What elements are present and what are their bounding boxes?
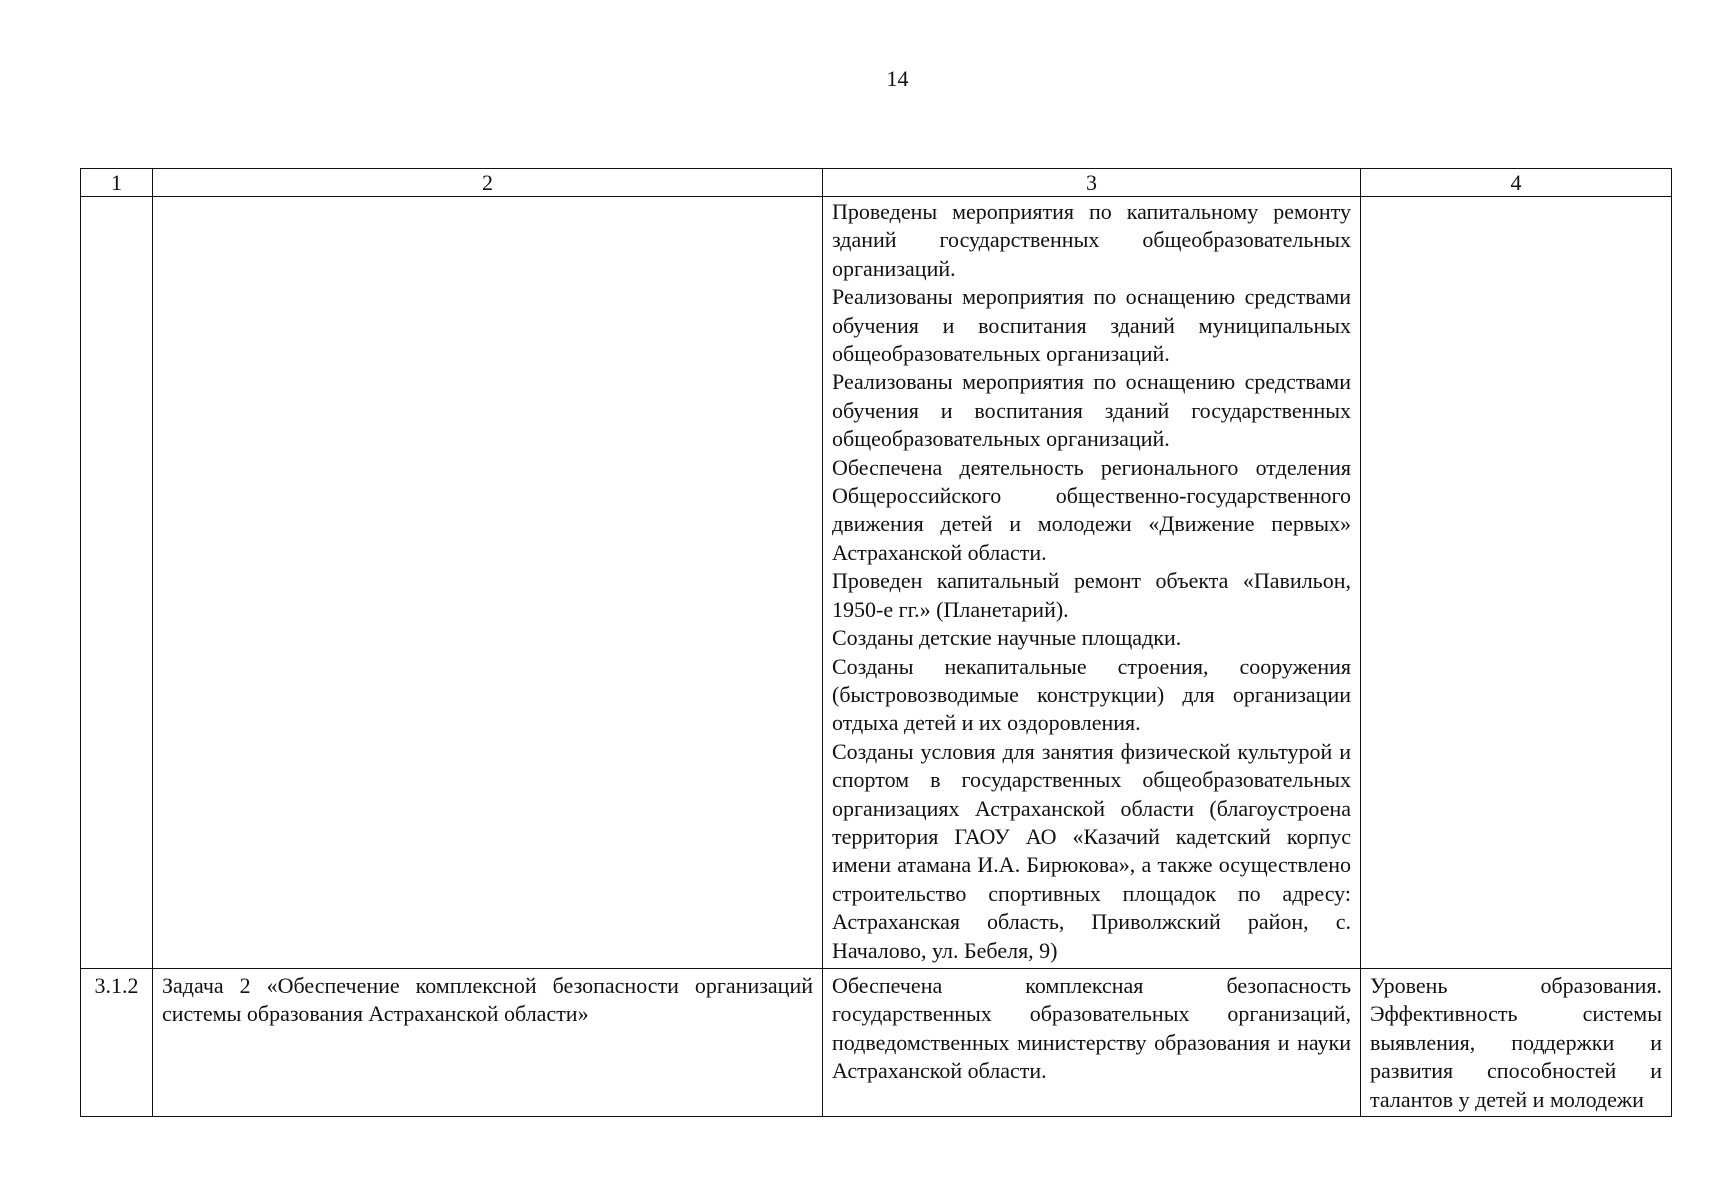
table-row — [81, 968, 1672, 1116]
row-number-cell: 3.1.2 — [81, 968, 153, 1116]
task-cell: Задача 2 «Обеспечение комплексной безопасности организаций системы образования Астраханской области» — [153, 968, 823, 1116]
table-header-row — [81, 169, 1672, 197]
result-paragraph: Обеспечена комплексная безопасность государственных образовательных организаций, подведомственных министерству образования и науки Астраханской области. — [832, 972, 1351, 1084]
page-number: 14 — [886, 66, 909, 91]
result-paragraph: Созданы условия для занятия физической культурой и спортом в государственных общеобразовательных организациях Астраханской области (благоустроена территория ГАОУ АО «Казачий кадетский корпус имени атамана И.А. Бирюкова», а также осуществлено строительство спортивных площадок по адресу: Астраханская область, Приволжский район, с. Началово, ул. Бебеля, 9) — [832, 738, 1351, 963]
result-paragraph: Созданы некапитальные строения, сооружения (быстровозводимые конструкции) для организации отдыха детей и их оздоровления. — [832, 653, 1351, 736]
results-table — [80, 168, 1672, 1117]
indicator-cell: Уровень образования. Эффективность системы выявления, поддержки и развития способностей и талантов у детей и молодежи — [1361, 968, 1672, 1116]
result-paragraph: Реализованы мероприятия по оснащению средствами обучения и воспитания зданий государственных общеобразовательных организаций. — [832, 369, 1351, 452]
result-paragraph: Проведены мероприятия по капитальному ремонту зданий государственных общеобразовательных организаций. — [832, 199, 1351, 281]
column-header-1: 1 — [81, 169, 153, 197]
result-paragraph: Реализованы мероприятия по оснащению средствами обучения и воспитания зданий муниципальных общеобразовательных организаций. — [832, 284, 1351, 367]
column-header-4: 4 — [1361, 169, 1672, 197]
task-cell — [153, 197, 823, 969]
result-paragraph: Проведен капитальный ремонт объекта «Павильон, 1950-е гг.» (Планетарий). — [832, 568, 1351, 622]
table-row — [81, 197, 1672, 969]
column-header-2: 2 — [153, 169, 823, 197]
column-header-3: 3 — [823, 169, 1361, 197]
indicator-cell — [1361, 197, 1672, 969]
row-number-cell — [81, 197, 153, 969]
results-cell — [823, 197, 1361, 969]
result-paragraph: Созданы детские научные площадки. — [832, 625, 1182, 651]
result-paragraph: Обеспечена деятельность регионального отделения Общероссийского общественно-государственного движения детей и молодежи «Движение первых» Астраханской области. — [832, 454, 1351, 565]
results-cell — [823, 968, 1361, 1116]
